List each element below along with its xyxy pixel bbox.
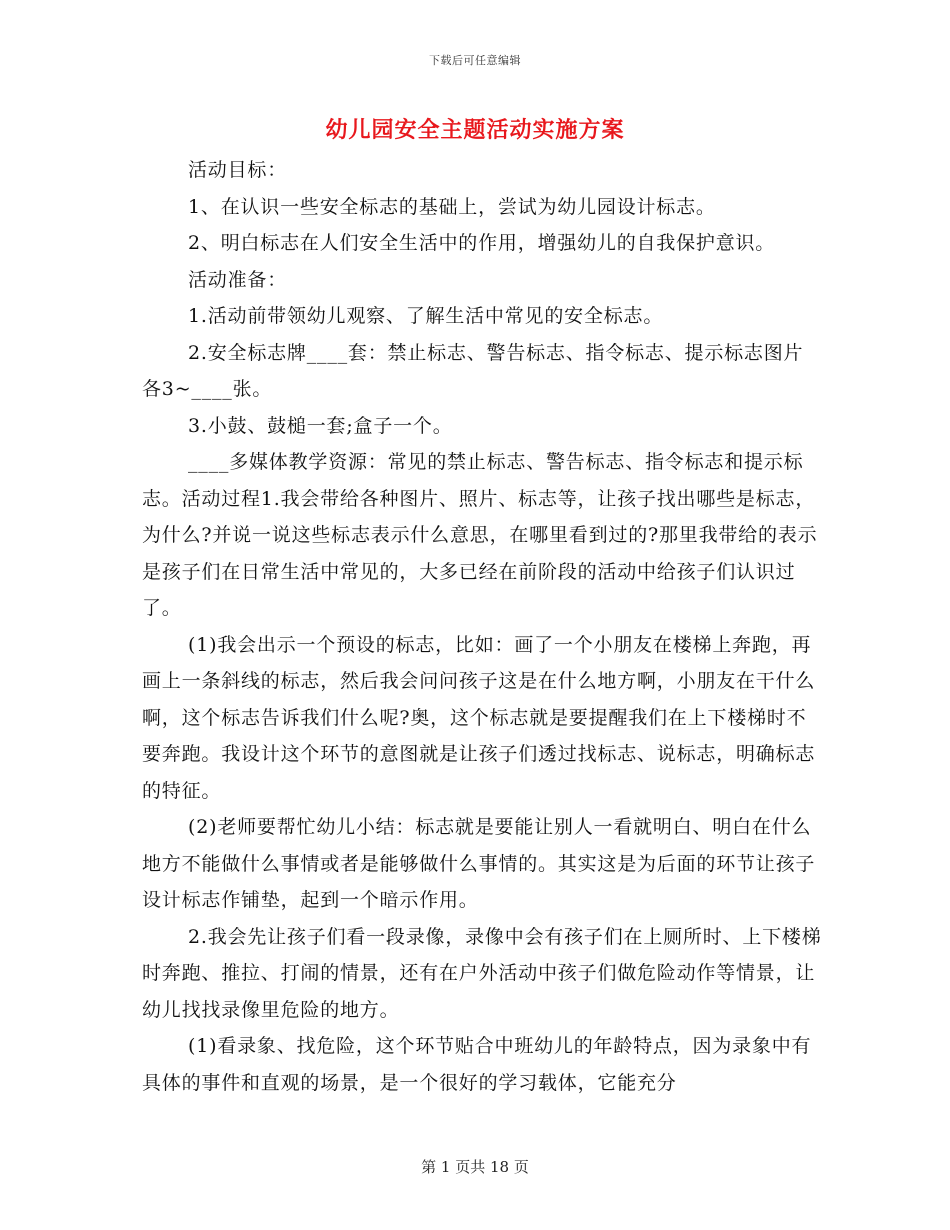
prep-item-1: 1.活动前带领幼儿观察、了解生活中常见的安全标志。 [188,305,664,327]
goal-item-2: 2、明白标志在人们安全生活中的作用，增强幼儿的自我保护意识。 [188,232,776,254]
header-note: 下载后可任意编辑 [429,54,521,67]
process-step-1-2: (2)老师要帮忙幼儿小结：标志就是要能让别人一看就明白、明白在什么地方不能做什么事情或者是能够做什么事情的。其实这是为后面的环节让孩子设计标志作铺垫，起到一个暗示作用。 [142,816,816,911]
prep-item-3: 3.小鼓、鼓槌一套;盒子一个。 [188,414,453,437]
prep-item-4-and-process: ____多媒体教学资源：常见的禁止标志、警告标志、指令标志和提示标志。活动过程1.我会带给各种图片、照片、标志等，让孩子找出哪些是标志，为什么?并说一说这些标志表示什么意思，在哪里看到过的?那里我带给的表示是孩子们在日常生活中常见的，大多已经在前阶段的活动中给孩子们认识过了。 [142,451,818,619]
process-step-2: 2.我会先让孩子们看一段录像，录像中会有孩子们在上厕所时、上下楼梯时奔跑、推拉、打闹的情景，还有在户外活动中孩子们做危险动作等情景，让幼儿找找录像里危险的地方。 [142,925,822,1021]
document-body [142,152,822,1101]
section-heading-preparation: 活动准备： [188,268,288,291]
prep-item-2: 2.安全标志牌____套：禁止标志、警告标志、指令标志、提示标志图片各3~____张。 [142,341,804,400]
goal-item-1: 1、在认识一些安全标志的基础上，尝试为幼儿园设计标志。 [188,195,716,218]
document-title: 幼儿园安全主题活动实施方案 [325,117,625,143]
process-step-1-1: (1)我会出示一个预设的标志，比如：画了一个小朋友在楼梯上奔跑，再画上一条斜线的标志，然后我会问问孩子这是在什么地方啊，小朋友在干什么啊，这个标志告诉我们什么呢?奥，这个标志就是要提醒我们在上下楼梯时不要奔跑。我设计这个环节的意图就是让孩子们透过找标志、说标志，明确标志的特征。 [142,633,816,802]
process-step-2-1: (1)看录象、找危险，这个环节贴合中班幼儿的年龄特点，因为录象中有具体的事件和直观的场景，是一个很好的学习载体，它能充分 [142,1035,812,1094]
section-heading-goals: 活动目标： [188,159,288,181]
page-footer: 第 1 页共 18 页 [421,1158,529,1176]
